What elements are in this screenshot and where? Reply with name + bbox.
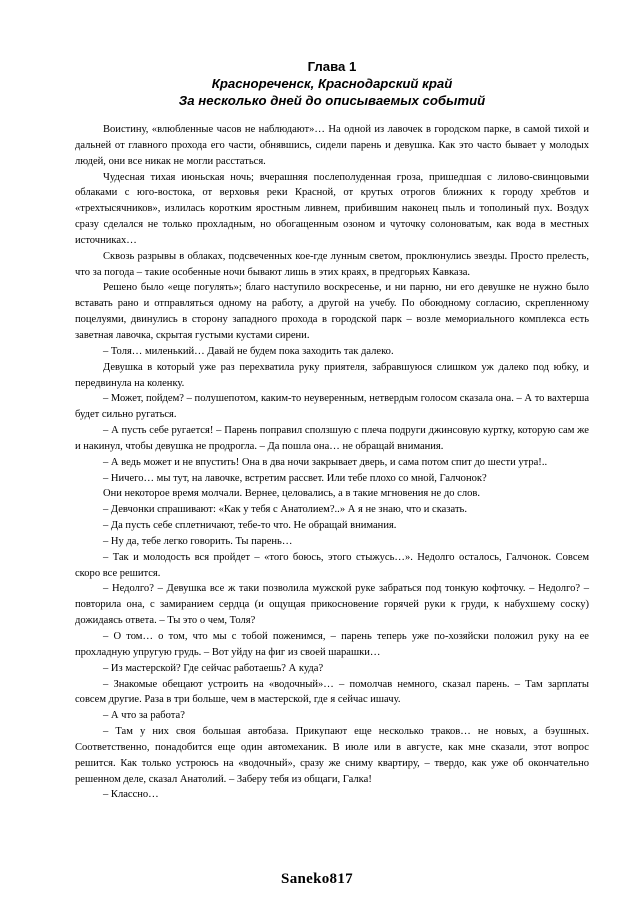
paragraph: – Ну да, тебе легко говорить. Ты парень… — [103, 535, 293, 547]
paragraph: – А ведь может и не впустить! Она в два ночи закрывает дверь, и сама потом спит до шести утра!.. — [103, 456, 548, 468]
paragraph: – Может, пойдем? – полушепотом, каким-то неуверенным, нетвердым голосом сказала она. – А то вахтерша будет сильно ругаться. — [75, 393, 589, 421]
paragraph: Решено было «еще погулять»; благо наступило воскресенье, и ни парню, ни его девушке не нужно было вставать рано и отправляться одному на работу, а другой на учебу. По обоюдному согласию, скрепленному поцелуями, двинулись в сторону западного прохода в городской парк – возле мемориального комплекса есть заветная лавочка, скрытая густыми кустами сирени. — [75, 282, 589, 341]
chapter-heading — [75, 58, 589, 109]
paragraph: – Недолго? – Девушка все ж таки позволила мужской руке забраться под тонкую кофточку. – Недолго? – повторила она, с замиранием сердца (и ощущая прикосновение горячей руки к груди, к набухшему соску) дожидаясь ответа. – Ты это о чем, Толя? — [75, 583, 589, 627]
paragraph: – Да пусть себе сплетничают, тебе-то что. Не обращай внимания. — [103, 520, 397, 532]
paragraph: – Ничего… мы тут, на лавочке, встретим рассвет. Или тебе плохо со мной, Галчонок? — [103, 472, 487, 484]
paragraph: – Классно… — [103, 789, 159, 801]
chapter-time: За несколько дней до описываемых событий — [178, 93, 486, 108]
paragraph: – Знакомые обещают устроить на «водочный»… – помолчав немного, сказал парень. – Там зарплаты совсем другие. Раза в три больше, чем в мастерской, где я сейчас ишачу. — [75, 678, 589, 706]
paragraph: – Так и молодость вся пройдет – «того боюсь, этого стыжусь…». Недолго осталось, Галчонок. Совсем скоро все решится. — [75, 551, 589, 579]
paragraph: Девушка в который уже раз перехватила руку приятеля, забравшуюся слишком уж далеко под юбку, и передвинула на коленку. — [75, 361, 589, 389]
paragraph: – А что за работа? — [103, 710, 185, 722]
paragraph: – О том… о том, что мы с тобой поженимся, – парень теперь уже по-хозяйски положил руку на ее прохладную упругую грудь. – Вот уйду на фиг из своей шарашки… — [75, 631, 589, 658]
heading-spacer — [75, 109, 589, 122]
paragraph: Сквозь разрывы в облаках, подсвеченных кое-где лунным светом, проклюнулись звезды. Просто прелесть, что за погода – такие особенные ночи бывают лишь в этих краях, в предгорьях Кавказа. — [75, 250, 589, 278]
document-page — [75, 58, 589, 803]
chapter-body — [75, 122, 589, 803]
chapter-title: Глава 1 — [307, 59, 357, 74]
chapter-place: Краснореченск, Краснодарский край — [211, 76, 453, 91]
paragraph: – Там у них своя большая автобаза. Прикупают еще несколько траков… не новых, а бэушных. Соответственно, понадобится еще один автомеханик. В июле или в августе, как мне сказали, этот вопрос решится. Как только устроюсь на «водочный», сразу же сниму квартиру, – твердо, как уже об окончательно решенном деле, сказал Анатолий. – Заберу тебя из общаги, Галка! — [75, 726, 589, 785]
paragraph: – Из мастерской? Где сейчас работаешь? А куда? — [103, 662, 324, 674]
paragraph: – Толя… миленький… Давай не будем пока заходить так далеко. — [103, 345, 394, 357]
paragraph: – А пусть себе ругается! – Парень поправил сползшую с плеча подруги джинсовую куртку, которую сам же и накинул, чтобы девушка не продрогла. – Да пошла она… не обращай внимания. — [75, 425, 589, 452]
paragraph: Чудесная тихая июньская ночь; вчерашняя послеполуденная гроза, пришедшая с лилово-свинцовыми облаками с юго-востока, от верховья реки Красной, от крутых отрогов ближних к городу хребтов и «трехтысячников», излилась коротким яростным ливнем, прибившим наконец пыль и тополиный пух. Воздух сразу сделался не только прохладным, но обогащенным озоном и чуточку солоноватым, как вода в местных источниках… — [75, 171, 589, 246]
paragraph: – Девчонки спрашивают: «Как у тебя с Анатолием?..» А я не знаю, что и сказать. — [103, 504, 467, 516]
paragraph: Они некоторое время молчали. Вернее, целовались, а в такие мгновения не до слов. — [103, 488, 480, 500]
footer-watermark: Saneko817 — [281, 871, 353, 887]
paragraph: Воистину, «влюбленные часов не наблюдают»… На одной из лавочек в городском парке, в самой тихой и дальней от главного прохода его части, обнявшись, сидели парень и девушка. Как это часто бывает у молодых людей, они все никак не могли расстаться. — [75, 124, 589, 167]
